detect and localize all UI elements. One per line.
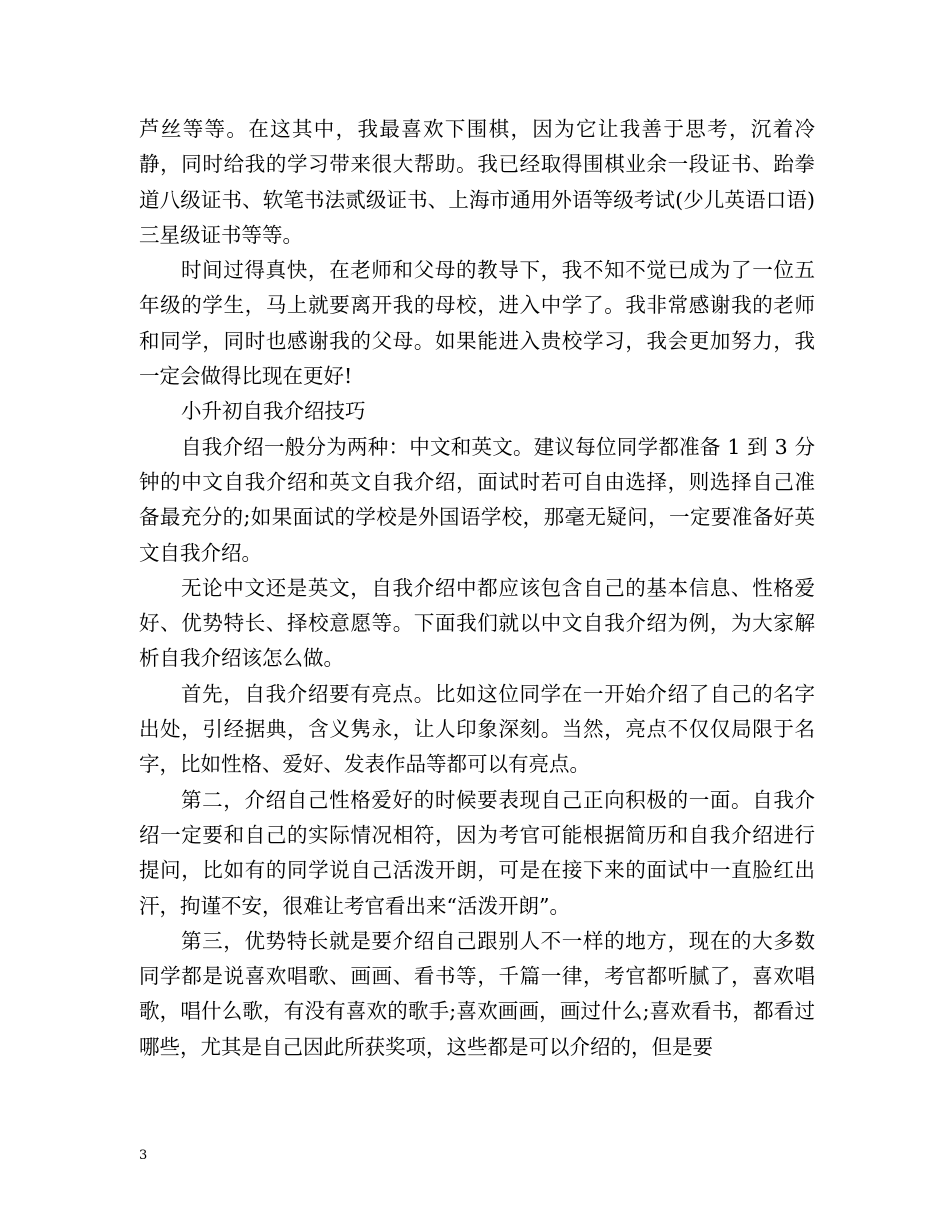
paragraph-gratitude: 时间过得真快，在老师和父母的教导下，我不知不觉已成为了一位五年级的学生，马上就要离开我的母校，进入中学了。我非常感谢我的老师和同学，同时也感谢我的父母。如果能进入贵校学习，我会更加努力，我一定会做得比现在更好! xyxy=(139,258,815,389)
paragraph-continuation: 芦丝等等。在这其中，我最喜欢下围棋，因为它让我善于思考，沉着冷静，同时给我的学习带来很大帮助。我已经取得围棋业余一段证书、跆拳道八级证书、软笔书法贰级证书、上海市通用外语等级考试(少儿英语口语)三星级证书等等。 xyxy=(139,117,815,247)
paragraph-intro-types: 自我介绍一般分为两种：中文和英文。建议每位同学都准备 1 到 3 分钟的中文自我介绍和英文自我介绍，面试时若可自由选择，则选择自己准备最充分的;如果面试的学校是外国语学校，那毫无疑问，一定要准备好英文自我介绍。 xyxy=(139,434,815,565)
paragraph-personality: 第二，介绍自己性格爱好的时候要表现自己正向积极的一面。自我介绍一定要和自己的实际情况相符，因为考官可能根据简历和自我介绍进行提问，比如有的同学说自己活泼开朗，可是在接下来的面试中一直脸红出汗，拘谨不安，很难让考官看出来“活泼开朗”。 xyxy=(139,787,815,918)
section-heading: 小升初自我介绍技巧 xyxy=(181,399,366,424)
document-body xyxy=(139,112,815,1065)
paragraph-intro-content: 无论中文还是英文，自我介绍中都应该包含自己的基本信息、性格爱好、优势特长、择校意愿等。下面我们就以中文自我介绍为例，为大家解析自我介绍该怎么做。 xyxy=(139,575,815,671)
paragraph-strengths: 第三，优势特长就是要介绍自己跟别人不一样的地方，现在的大多数同学都是说喜欢唱歌、画画、看书等，千篇一律，考官都听腻了，喜欢唱歌，唱什么歌，有没有喜欢的歌手;喜欢画画，画过什么;喜欢看书，都看过哪些，尤其是自己因此所获奖项，这些都是可以介绍的，但是要 xyxy=(139,928,815,1059)
page-number: 3 xyxy=(139,1148,148,1163)
paragraph-highlights: 首先，自我介绍要有亮点。比如这位同学在一开始介绍了自己的名字出处，引经据典，含义隽永，让人印象深刻。当然，亮点不仅仅局限于名字，比如性格、爱好、发表作品等都可以有亮点。 xyxy=(139,681,815,777)
